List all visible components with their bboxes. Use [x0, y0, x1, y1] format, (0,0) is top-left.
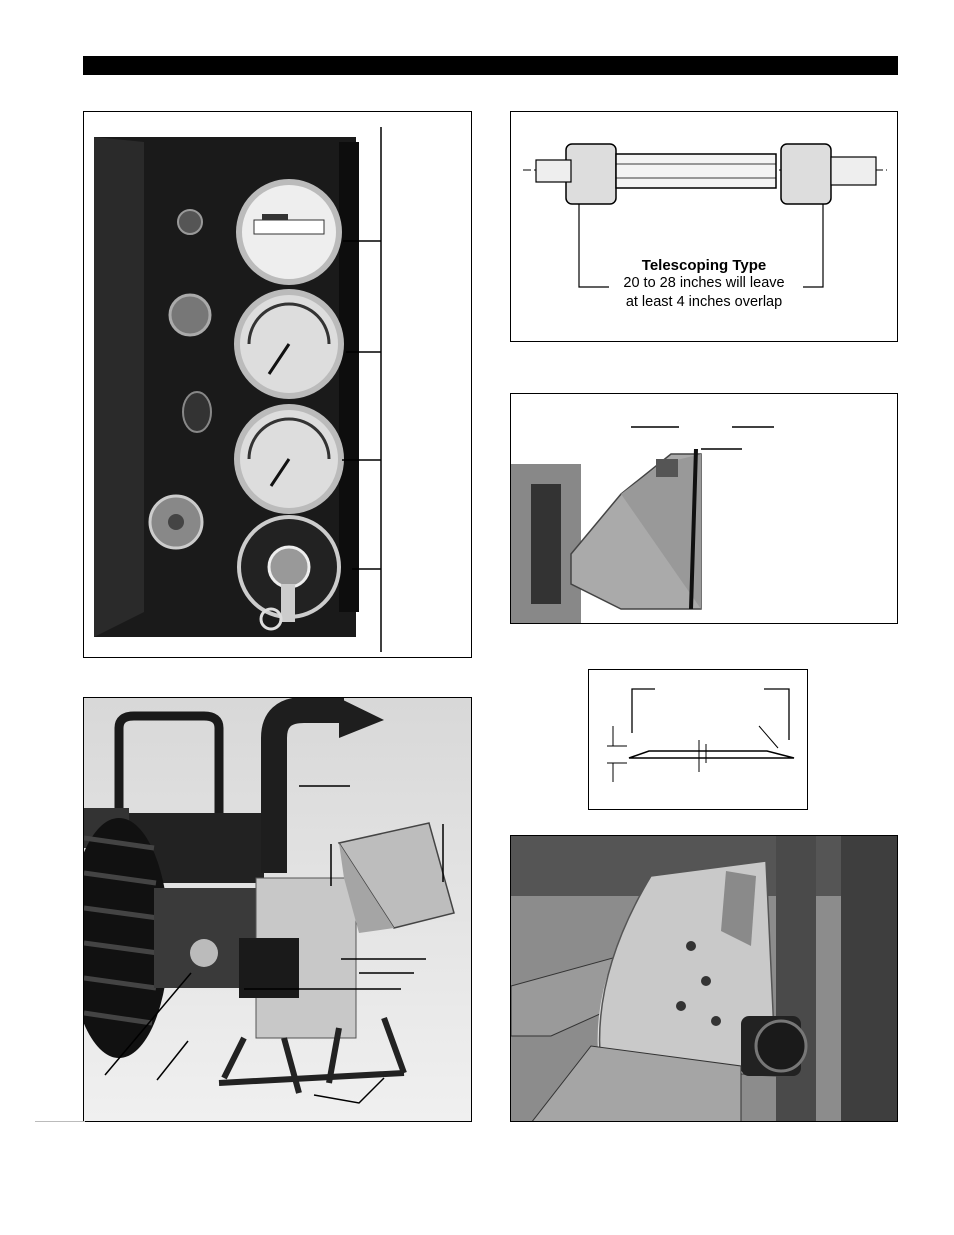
rotor-photo [511, 836, 898, 1122]
control-panel-figure [83, 111, 472, 658]
pto-caption-title: Telescoping Type [641, 257, 767, 274]
pto-caption-line-2: at least 4 inches overlap [625, 294, 783, 310]
blade-cross-section-drawing [589, 670, 808, 810]
control-panel-photo [84, 112, 472, 658]
chute-figure [510, 393, 898, 624]
chute-photo [511, 394, 898, 624]
rotor-figure [510, 835, 898, 1122]
tractor-chipper-figure [83, 697, 472, 1122]
header-bar [83, 56, 898, 75]
margin-scan-line [35, 1121, 85, 1122]
tractor-chipper-photo [84, 698, 472, 1122]
pto-shaft-figure [510, 111, 898, 342]
pto-caption-line-1: 20 to 28 inches will leave [623, 275, 785, 291]
blade-diagram-figure [588, 669, 808, 810]
